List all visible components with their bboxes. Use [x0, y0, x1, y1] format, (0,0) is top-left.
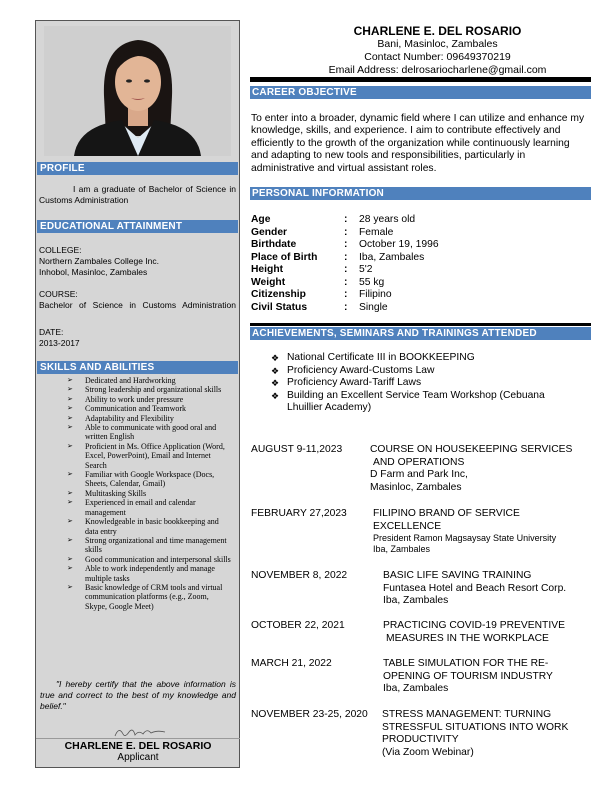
header-contact: Contact Number: 09649370219 [364, 51, 511, 63]
personal-info-row [251, 214, 587, 227]
event-1-date: AUGUST 9-11,2023 [251, 444, 343, 455]
date-value: 2013-2017 [39, 338, 80, 348]
personal-info-colon: : [344, 214, 348, 225]
event-3-line2: Iba, Zambales [383, 595, 449, 606]
personal-info-colon: : [344, 264, 348, 275]
event-3-title: BASIC LIFE SAVING TRAINING [383, 570, 532, 581]
personal-info-colon: : [344, 276, 348, 288]
event-2-title: FILIPINO BRAND OF SERVICE EXCELLENCE [373, 508, 520, 532]
personal-info-label: Civil Status [251, 301, 308, 313]
personal-info-colon: : [344, 226, 348, 238]
event-3-date: NOVEMBER 8, 2022 [251, 570, 348, 581]
personal-heading: PERSONAL INFORMATION [250, 187, 591, 200]
personal-info-value: Filipino [359, 289, 392, 300]
skill-item: ➢ Dedicated and Hardworking [67, 376, 232, 385]
event-2-body [373, 508, 588, 555]
personal-info-row [251, 239, 587, 252]
event-4-date: OCTOBER 22, 2021 [251, 620, 345, 631]
skill-item: ➢ Able to communicate with good oral and written English [67, 423, 232, 442]
personal-info-value: Single [359, 301, 388, 313]
achievements-heading: ACHIEVEMENTS, SEMINARS AND TRAININGS ATTENDED [250, 327, 591, 340]
personal-info-label: Citizenship [251, 289, 306, 300]
event-3-line1: Funtasea Hotel and Beach Resort Corp. [383, 582, 567, 594]
event-5-title: TABLE SIMULATION FOR THE RE-OPENING OF TOURISM INDUSTRY [383, 658, 553, 682]
signature-line [36, 738, 240, 739]
achievement-item: ❖ Proficiency Award-Customs Law [269, 365, 569, 378]
personal-info-value: 5'2 [359, 264, 373, 275]
event-6-date: NOVEMBER 23-25, 2020 [251, 709, 368, 720]
personal-info-colon: : [344, 289, 348, 300]
profile-heading: PROFILE [37, 162, 238, 175]
skill-item: ➢ Able to work independently and manage multiple tasks [67, 564, 232, 583]
signature-name: CHARLENE E. DEL ROSARIO [64, 740, 212, 752]
education-block [39, 245, 236, 349]
achievement-item: ❖ Proficiency Award-Tariff Laws [269, 377, 569, 390]
personal-info-label: Place of Birth [251, 251, 318, 263]
event-1-title: COURSE ON HOUSEKEEPING SERVICES AND OPERATIONS [370, 444, 573, 468]
skill-item: ➢ Strong leadership and organizational skills [67, 385, 232, 394]
college-name: Northern Zambales College Inc. [39, 256, 160, 266]
event-5-body [383, 658, 583, 696]
college-label: COLLEGE: [39, 245, 82, 255]
event-1-body [370, 444, 592, 494]
personal-info-label: Age [251, 214, 271, 225]
personal-info-row [251, 227, 587, 240]
personal-info-colon: : [344, 301, 348, 313]
personal-info-value: Iba, Zambales [359, 251, 425, 263]
skill-item: ➢ Communication and Teamwork [67, 404, 232, 413]
skill-item: ➢ Multitasking Skills [67, 489, 232, 498]
event-5-line1: Iba, Zambales [383, 683, 449, 694]
event-6-title: STRESS MANAGEMENT: TURNING STRESSFUL SITUATIONS INTO WORK PRODUCTIVITY [382, 709, 569, 745]
skills-list [67, 376, 232, 611]
header-divider [250, 77, 591, 82]
personal-info-row [251, 289, 587, 302]
event-5-date: MARCH 21, 2022 [251, 658, 332, 669]
skill-item: ➢ Basic knowledge of CRM tools and virtual communication platforms (e.g., Zoom, Skype, Google Meet) [67, 583, 232, 611]
event-4-title: PRACTICING COVID-19 PREVENTIVE MEASURES IN THE WORKPLACE [383, 620, 565, 644]
personal-info-colon: : [344, 251, 348, 263]
event-6-line1: (Via Zoom Webinar) [382, 746, 474, 758]
career-text: To enter into a broader, dynamic field where I can utilize and enhance my knowledge, skills, and experience. I aim to contribute effectively and efficiently to the growth of the organization while continuously learning and adapting to new tools and responsibilities, particularly in administrative and virtual assistant roles. [251, 113, 585, 174]
skill-item: ➢ Ability to work under pressure [67, 395, 232, 404]
achievement-item: ❖ National Certificate III in BOOKKEEPING [269, 352, 569, 365]
signature-role: Applicant [117, 752, 159, 763]
personal-info-value: 28 years old [359, 214, 416, 225]
achievement-item: ❖ Building an Excellent Service Team Workshop (Cebuana Lhuillier Academy) [269, 390, 569, 415]
achievements-divider [250, 323, 591, 326]
personal-info-table [251, 214, 587, 314]
date-label: DATE: [39, 327, 64, 337]
header-email: Email Address: delrosariocharlene@gmail.com [328, 64, 547, 76]
event-2-line1: President Ramon Magsaysay State University [373, 533, 557, 543]
personal-info-value: October 19, 1996 [359, 239, 439, 250]
skills-heading: SKILLS AND ABILITIES [37, 361, 238, 374]
skill-item: ➢ Strong organizational and time management skills [67, 536, 232, 555]
personal-info-value: 55 kg [359, 276, 385, 288]
personal-info-row [251, 277, 587, 290]
career-heading: CAREER OBJECTIVE [250, 86, 591, 99]
course-label: COURSE: [39, 289, 78, 299]
personal-info-row [251, 252, 587, 265]
event-1-line2: Masinloc, Zambales [370, 481, 462, 493]
personal-info-value: Female [359, 226, 394, 238]
skill-item: ➢ Good communication and interpersonal skills [67, 555, 232, 564]
achievements-list [269, 352, 569, 415]
course-text: Bachelor of Science in Customs Administration [39, 300, 236, 310]
event-1-line1: D Farm and Park Inc, [370, 469, 468, 480]
education-heading: EDUCATIONAL ATTAINMENT [37, 220, 238, 233]
personal-info-row [251, 302, 587, 315]
college-location: Inhobol, Masinloc, Zambales [39, 267, 148, 277]
event-2-date: FEBRUARY 27,2023 [251, 508, 347, 519]
certification-text: "I hereby certify that the above information is true and correct to the best of my knowledge and belief." [40, 679, 236, 711]
event-3-body [383, 570, 588, 608]
personal-info-colon: : [344, 239, 348, 250]
header-address: Bani, Masinloc, Zambales [377, 38, 498, 50]
personal-info-label: Gender [251, 226, 288, 238]
profile-photo [44, 26, 231, 156]
course-line-1 [39, 300, 236, 311]
event-4-body [383, 620, 588, 645]
header-name: CHARLENE E. DEL ROSARIO [353, 24, 522, 38]
skill-item: ➢ Adaptability and Flexibility [67, 414, 232, 423]
personal-info-label: Height [251, 264, 284, 275]
personal-info-row [251, 264, 587, 277]
event-2-line2: Iba, Zambales [373, 544, 431, 554]
personal-info-label: Birthdate [251, 239, 297, 250]
skill-item: ➢ Knowledgeable in basic bookkeeping and data entry [67, 517, 232, 536]
skill-item: ➢ Proficient in Ms. Office Application (Word, Excel, PowerPoint), Email and Internet Search [67, 442, 232, 470]
event-6-body [382, 709, 592, 759]
personal-info-label: Weight [251, 276, 286, 288]
skill-item: ➢ Familiar with Google Workspace (Docs, Sheets, Calendar, Gmail) [67, 470, 232, 489]
skill-item: ➢ Experienced in email and calendar management [67, 498, 232, 517]
profile-text: I am a graduate of Bachelor of Science in Customs Administration [39, 184, 236, 205]
